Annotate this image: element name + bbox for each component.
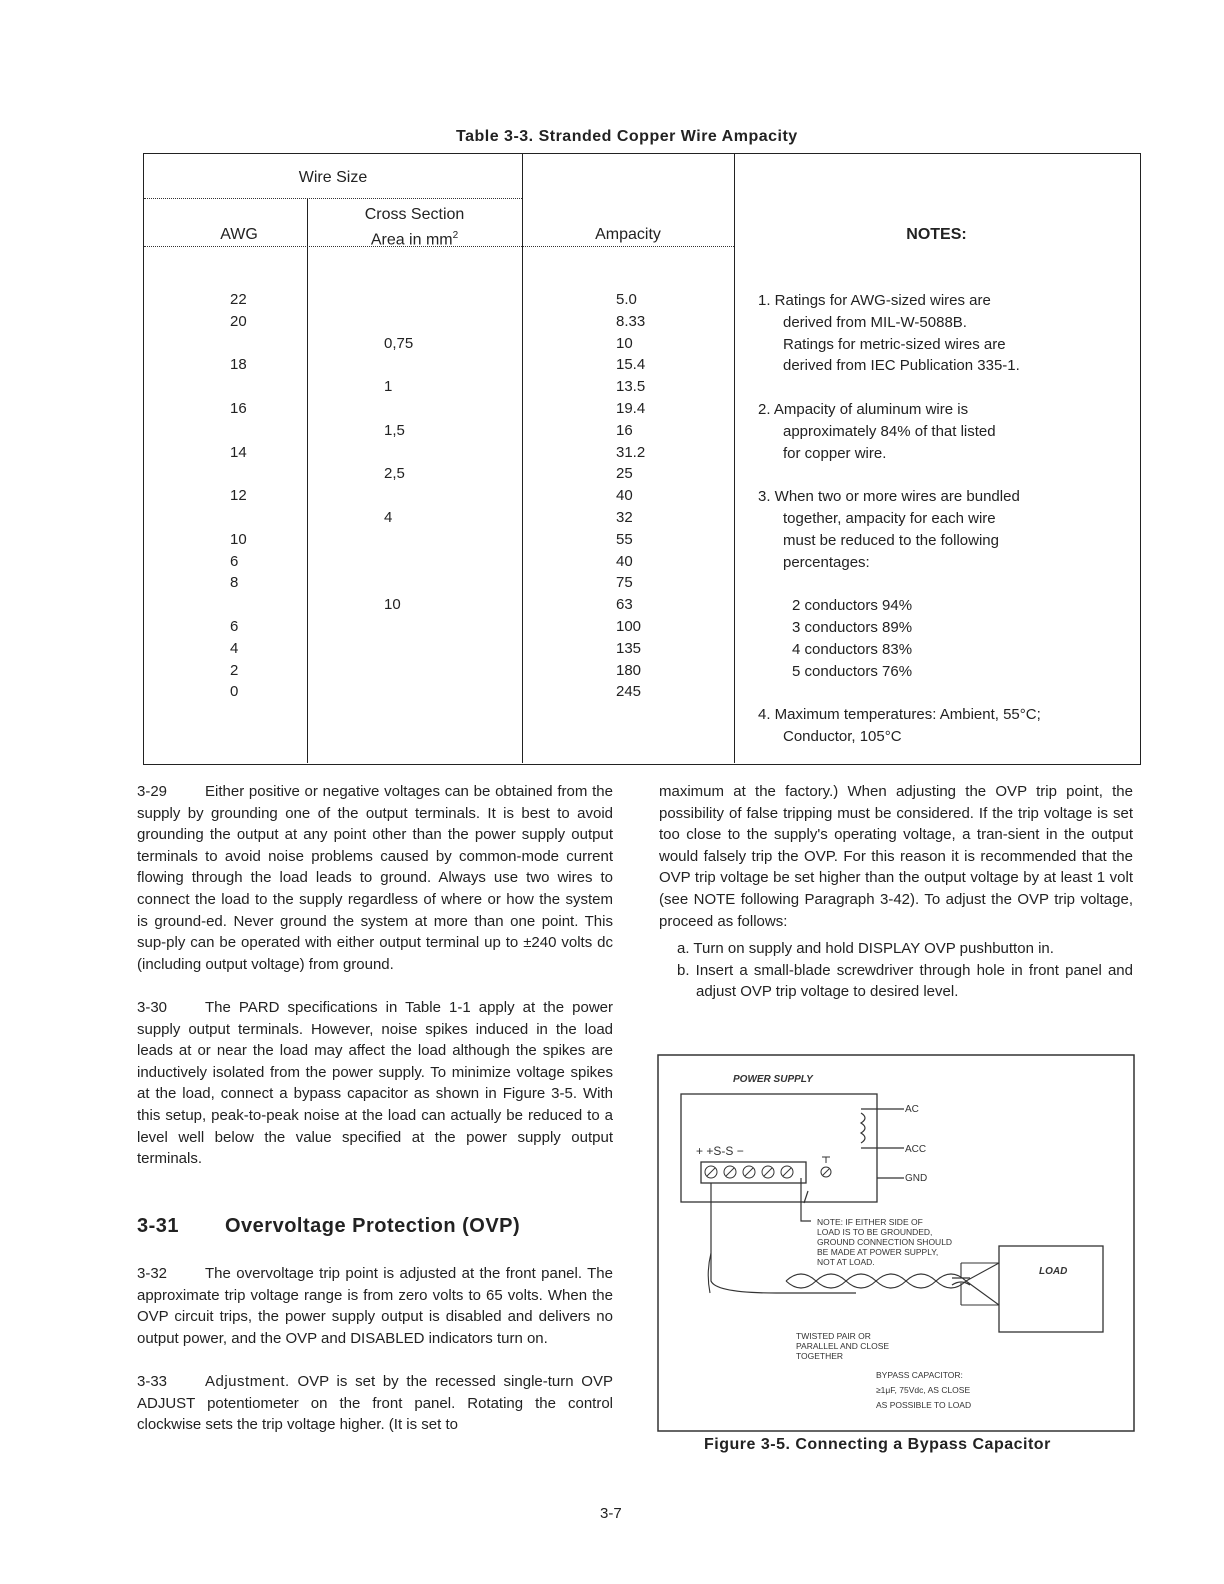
page-number: 3-7 bbox=[600, 1505, 622, 1522]
svg-text:AS POSSIBLE TO LOAD: AS POSSIBLE TO LOAD bbox=[876, 1400, 972, 1410]
right-column-text bbox=[659, 781, 1133, 1003]
area-column bbox=[384, 289, 413, 703]
ampacity-cell: 135 bbox=[616, 639, 642, 657]
header-cross-section bbox=[307, 204, 522, 250]
bypass-capacitor-note bbox=[876, 1370, 971, 1410]
area-cell bbox=[384, 638, 413, 660]
area-cell bbox=[384, 616, 413, 638]
area-cell: 1,5 bbox=[384, 421, 405, 439]
table-notes bbox=[758, 290, 1128, 748]
awg-cell: 6 bbox=[230, 552, 239, 570]
left-column-bottom bbox=[137, 1263, 613, 1457]
paragraph-3-32: 3-32 The overvoltage trip point is adjusted at the front panel. The approximate trip voltage range is from zero volts to 65 volts. When the OVP circuit trips, the power supply output is disabled and delivers no output power, and the OVP and DISABLED indicators turn on. bbox=[137, 1265, 613, 1347]
header-notes: NOTES: bbox=[906, 226, 967, 243]
header-wire-size: Wire Size bbox=[298, 169, 368, 186]
area-cell bbox=[384, 660, 413, 682]
area-cell bbox=[384, 681, 413, 703]
awg-cell: 2 bbox=[230, 661, 239, 679]
awg-cell bbox=[230, 463, 247, 485]
note-1: 1. Ratings for AWG-sized wires are derived from MIL-W-5088B. Ratings for metric-sized wires are derived from IEC Publication 335-1. bbox=[758, 292, 1020, 375]
ampacity-cell: 55 bbox=[616, 530, 633, 548]
ampacity-cell: 63 bbox=[616, 596, 633, 614]
area-cell bbox=[384, 485, 413, 507]
ampacity-cell: 10 bbox=[616, 334, 633, 352]
power-supply-label: POWER SUPPLY bbox=[733, 1074, 813, 1085]
ampacity-cell: 245 bbox=[616, 683, 642, 701]
ampacity-cell: 16 bbox=[616, 421, 633, 439]
awg-cell: 10 bbox=[230, 530, 247, 548]
area-cell bbox=[384, 354, 413, 376]
note-3: 3. When two or more wires are bundled together, ampacity for each wire must be reduced to the following percentages: bbox=[758, 488, 1020, 571]
header-awg: AWG bbox=[220, 226, 258, 243]
area-cell bbox=[384, 551, 413, 573]
awg-cell: 6 bbox=[230, 617, 239, 635]
awg-cell: 0 bbox=[230, 683, 239, 701]
ampacity-cell: 75 bbox=[616, 574, 633, 592]
awg-cell: 12 bbox=[230, 487, 247, 505]
left-column-top bbox=[137, 781, 613, 1191]
table-divider bbox=[307, 198, 308, 763]
load-label: LOAD bbox=[1039, 1266, 1068, 1277]
ampacity-cell: 32 bbox=[616, 508, 633, 526]
header-cross-line2: Area in $mm^2$ bbox=[370, 230, 459, 249]
awg-cell: 16 bbox=[230, 399, 247, 417]
step-a: a. Turn on supply and hold DISPLAY OVP pushbutton in. bbox=[677, 940, 1054, 958]
ampacity-cell: 8.33 bbox=[616, 312, 646, 330]
awg-cell: 4 bbox=[230, 639, 239, 657]
ampacity-column bbox=[616, 289, 645, 703]
step-b: b. Insert a small-blade screwdriver through hole in front panel and adjust OVP trip voltage to desired level. bbox=[677, 961, 1133, 1001]
svg-text:TWISTED PAIR OR: TWISTED PAIR OR bbox=[796, 1331, 871, 1341]
ac-label: AC bbox=[905, 1104, 919, 1115]
svg-text:BE MADE AT POWER SUPPLY,: BE MADE AT POWER SUPPLY, bbox=[817, 1247, 939, 1257]
paragraph-continued: maximum at the factory.) When adjusting the OVP trip point, the possibility of false tripping must be considered. If the trip voltage is set too close to the supply's operating voltage, a tran-sient in the output would falsely trip the OVP. For this reason it is recommended that the OVP trip voltage be set higher than the output voltage by at least 1 volt (see NOTE following Paragraph 3-42). To adjust the OVP trip voltage, proceed as follows: bbox=[659, 783, 1133, 930]
area-cell bbox=[384, 529, 413, 551]
terminal-labels: + +S-S − bbox=[696, 1144, 744, 1158]
svg-text:NOTE: IF EITHER SIDE OF: NOTE: IF EITHER SIDE OF bbox=[817, 1217, 923, 1227]
area-cell bbox=[384, 289, 413, 311]
paragraph-3-29: 3-29 Either positive or negative voltages can be obtained from the supply by grounding one of the output terminals. It is best to avoid grounding the output at any point other than the power supply output terminals to avoid noise problems caused by common-mode current flowing through the load leads to ground. Always use two wires to connect the load to the supply regardless of where or how the system is ground-ed. Never ground the system at more than one point. This sup-ply can be operated with either output terminal up to ±240 volts dc (including output voltage) from ground. bbox=[137, 783, 613, 973]
ovp-steps bbox=[659, 938, 1133, 1003]
awg-cell bbox=[230, 420, 247, 442]
awg-column bbox=[230, 289, 247, 703]
figure-caption: Figure 3-5. Connecting a Bypass Capacitor bbox=[704, 1436, 1051, 1453]
svg-text:TOGETHER: TOGETHER bbox=[796, 1351, 844, 1361]
ampacity-cell: 5.0 bbox=[616, 291, 637, 308]
acc-label: ACC bbox=[905, 1144, 927, 1155]
ampacity-cell: 100 bbox=[616, 617, 642, 635]
area-cell bbox=[384, 311, 413, 333]
svg-text:NOT AT LOAD.: NOT AT LOAD. bbox=[817, 1257, 875, 1267]
awg-cell: 18 bbox=[230, 356, 247, 374]
paragraph-3-33: 3-33 Adjustment. OVP is set by the recessed single-turn OVP ADJUST potentiometer on the front panel. Rotating the control clockwise sets the trip voltage higher. (It is set to bbox=[137, 1372, 613, 1434]
svg-text:≥1μF, 75Vdc, AS CLOSE: ≥1μF, 75Vdc, AS CLOSE bbox=[876, 1385, 971, 1395]
gnd-label: GND bbox=[905, 1173, 928, 1184]
load-box bbox=[999, 1246, 1103, 1332]
awg-cell: 22 bbox=[230, 291, 247, 308]
awg-cell bbox=[230, 507, 247, 529]
area-cell bbox=[384, 442, 413, 464]
ampacity-cell: 25 bbox=[616, 465, 633, 483]
ampacity-cell: 13.5 bbox=[616, 378, 646, 396]
ampacity-cell: 15.4 bbox=[616, 356, 646, 374]
paragraph-3-30: 3-30 The PARD specifications in Table 1-1 apply at the power supply output terminals. However, noise spikes induced in the load leads at or near the load may affect the load although the spikes are inductively isolated from the power supply. To minimize voltage spikes at the load, connect a bypass capacitor as shown in Figure 3-5. With this setup, peak-to-peak noise at the load can actually be reduced to a level well below the value specified at the power supply output terminals. bbox=[137, 998, 613, 1168]
twisted-pair-note bbox=[796, 1331, 889, 1361]
svg-text:BYPASS CAPACITOR:: BYPASS CAPACITOR: bbox=[876, 1370, 963, 1380]
ground-note bbox=[817, 1217, 952, 1267]
table-rule bbox=[144, 198, 522, 199]
ampacity-cell: 40 bbox=[616, 552, 633, 570]
terminal-screws bbox=[705, 1157, 831, 1178]
ampacity-cell: 180 bbox=[616, 661, 642, 679]
awg-cell: 14 bbox=[230, 443, 247, 461]
ampacity-cell: 40 bbox=[616, 487, 633, 505]
bypass-capacitor-diagram bbox=[656, 1053, 1136, 1433]
awg-cell: 8 bbox=[230, 574, 239, 592]
area-cell: 4 bbox=[384, 508, 393, 526]
transformer-coil bbox=[861, 1113, 865, 1143]
area-cell: 2,5 bbox=[384, 465, 405, 483]
area-cell: 10 bbox=[384, 596, 401, 614]
area-cell: 1 bbox=[384, 378, 393, 396]
note-3-percentages: 2 conductors 94% 3 conductors 89% 4 conductors 83% 5 conductors 76% bbox=[792, 597, 913, 680]
note-4: 4. Maximum temperatures: Ambient, 55°C; Conductor, 105°C bbox=[758, 706, 1041, 745]
awg-cell bbox=[230, 594, 247, 616]
awg-cell bbox=[230, 376, 247, 398]
svg-text:GROUND CONNECTION SHOULD: GROUND CONNECTION SHOULD bbox=[817, 1237, 953, 1247]
awg-cell: 20 bbox=[230, 312, 247, 330]
svg-text:PARALLEL AND CLOSE: PARALLEL AND CLOSE bbox=[796, 1341, 890, 1351]
note-2: 2. Ampacity of aluminum wire is approximately 84% of that listed for copper wire. bbox=[758, 400, 996, 462]
header-cross-line1: Cross Section bbox=[364, 206, 465, 223]
ampacity-cell: 31.2 bbox=[616, 443, 646, 461]
header-ampacity: Ampacity bbox=[595, 226, 661, 243]
area-cell bbox=[384, 398, 413, 420]
ampacity-cell: 19.4 bbox=[616, 399, 646, 417]
svg-text:LOAD IS TO BE GROUNDED,: LOAD IS TO BE GROUNDED, bbox=[817, 1227, 933, 1237]
table-title: Table 3-3. Stranded Copper Wire Ampacity bbox=[456, 128, 798, 145]
area-cell: 0,75 bbox=[384, 334, 414, 352]
area-cell bbox=[384, 572, 413, 594]
awg-cell bbox=[230, 333, 247, 355]
section-heading: 3-31 Overvoltage Protection (OVP) bbox=[137, 1215, 521, 1237]
table-divider bbox=[734, 154, 735, 763]
